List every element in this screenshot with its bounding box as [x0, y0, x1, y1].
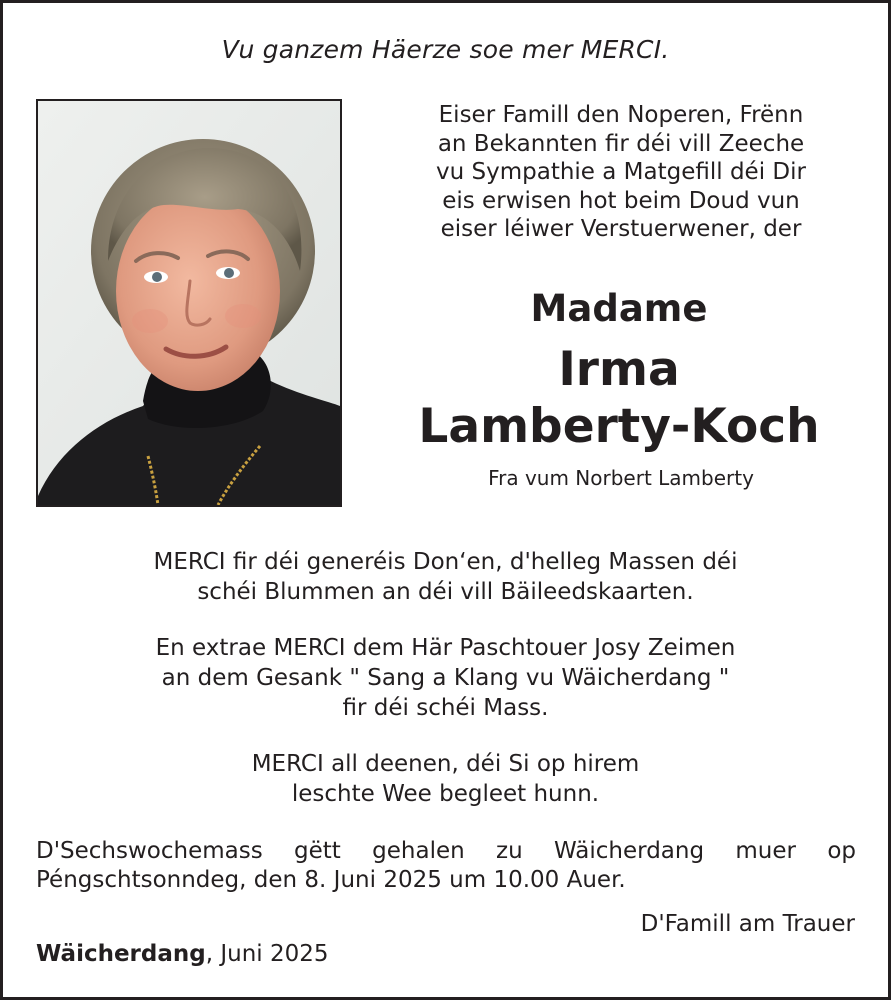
- mass-notice-line: Péngschtsonndeg, den 8. Juni 2025 um 10.00 Auer.: [36, 867, 626, 893]
- mass-notice: [36, 837, 856, 895]
- intro-line: eiser léiwer Verstuerwener, der: [440, 216, 802, 242]
- thanks-line: En extrae MERCI dem Här Paschtouer Josy Zeimen: [155, 635, 736, 661]
- thanks-tagline: Vu ganzem Häerze soe mer MERCI.: [221, 35, 670, 64]
- intro-text: [365, 101, 877, 244]
- thanks-line: MERCI fir déi generéis Don‘en, d'helleg Massen déi: [153, 549, 738, 575]
- intro-line: vu Sympathie a Matgefill déi Dir: [436, 159, 806, 185]
- thanks-block-attendees: [3, 749, 888, 809]
- notice-date: Juni 2025: [213, 941, 329, 967]
- thanks-line: fir déi schéi Mass.: [342, 695, 549, 721]
- thanks-line: leschte Wee begleet hunn.: [291, 781, 600, 807]
- deceased-first-name: Irma: [558, 342, 680, 397]
- intro-line: an Bekannten fir déi vill Zeeche: [437, 130, 805, 157]
- portrait-photo: [36, 99, 342, 507]
- deceased-title: Madame: [530, 287, 708, 330]
- intro-line: Eiser Famill den Noperen, Frënn: [438, 102, 804, 128]
- thanks-line: schéi Blummen an déi vill Bäileedskaarten.: [197, 579, 694, 605]
- intro-line: eis erwisen hot beim Doud vun: [442, 187, 800, 214]
- thanks-block-clergy: [3, 633, 888, 723]
- deceased-last-name: Lamberty-Koch: [418, 399, 820, 454]
- thanks-block-donations: [3, 547, 888, 607]
- spouse-line: Fra vum Norbert Lamberty: [488, 466, 754, 490]
- place-name: Wäicherdang: [36, 941, 206, 967]
- mass-notice-line: D'Sechswochemass gëtt gehalen zu Wäicherdang muer op: [36, 838, 856, 864]
- place-separator: ,: [205, 941, 214, 967]
- place-date: [36, 939, 329, 969]
- family-signature: D'Famill am Trauer: [640, 911, 855, 937]
- thanks-line: an dem Gesank " Sang a Klang vu Wäicherdang ": [161, 665, 730, 691]
- thanks-line: MERCI all deenen, déi Si op hirem: [251, 751, 640, 777]
